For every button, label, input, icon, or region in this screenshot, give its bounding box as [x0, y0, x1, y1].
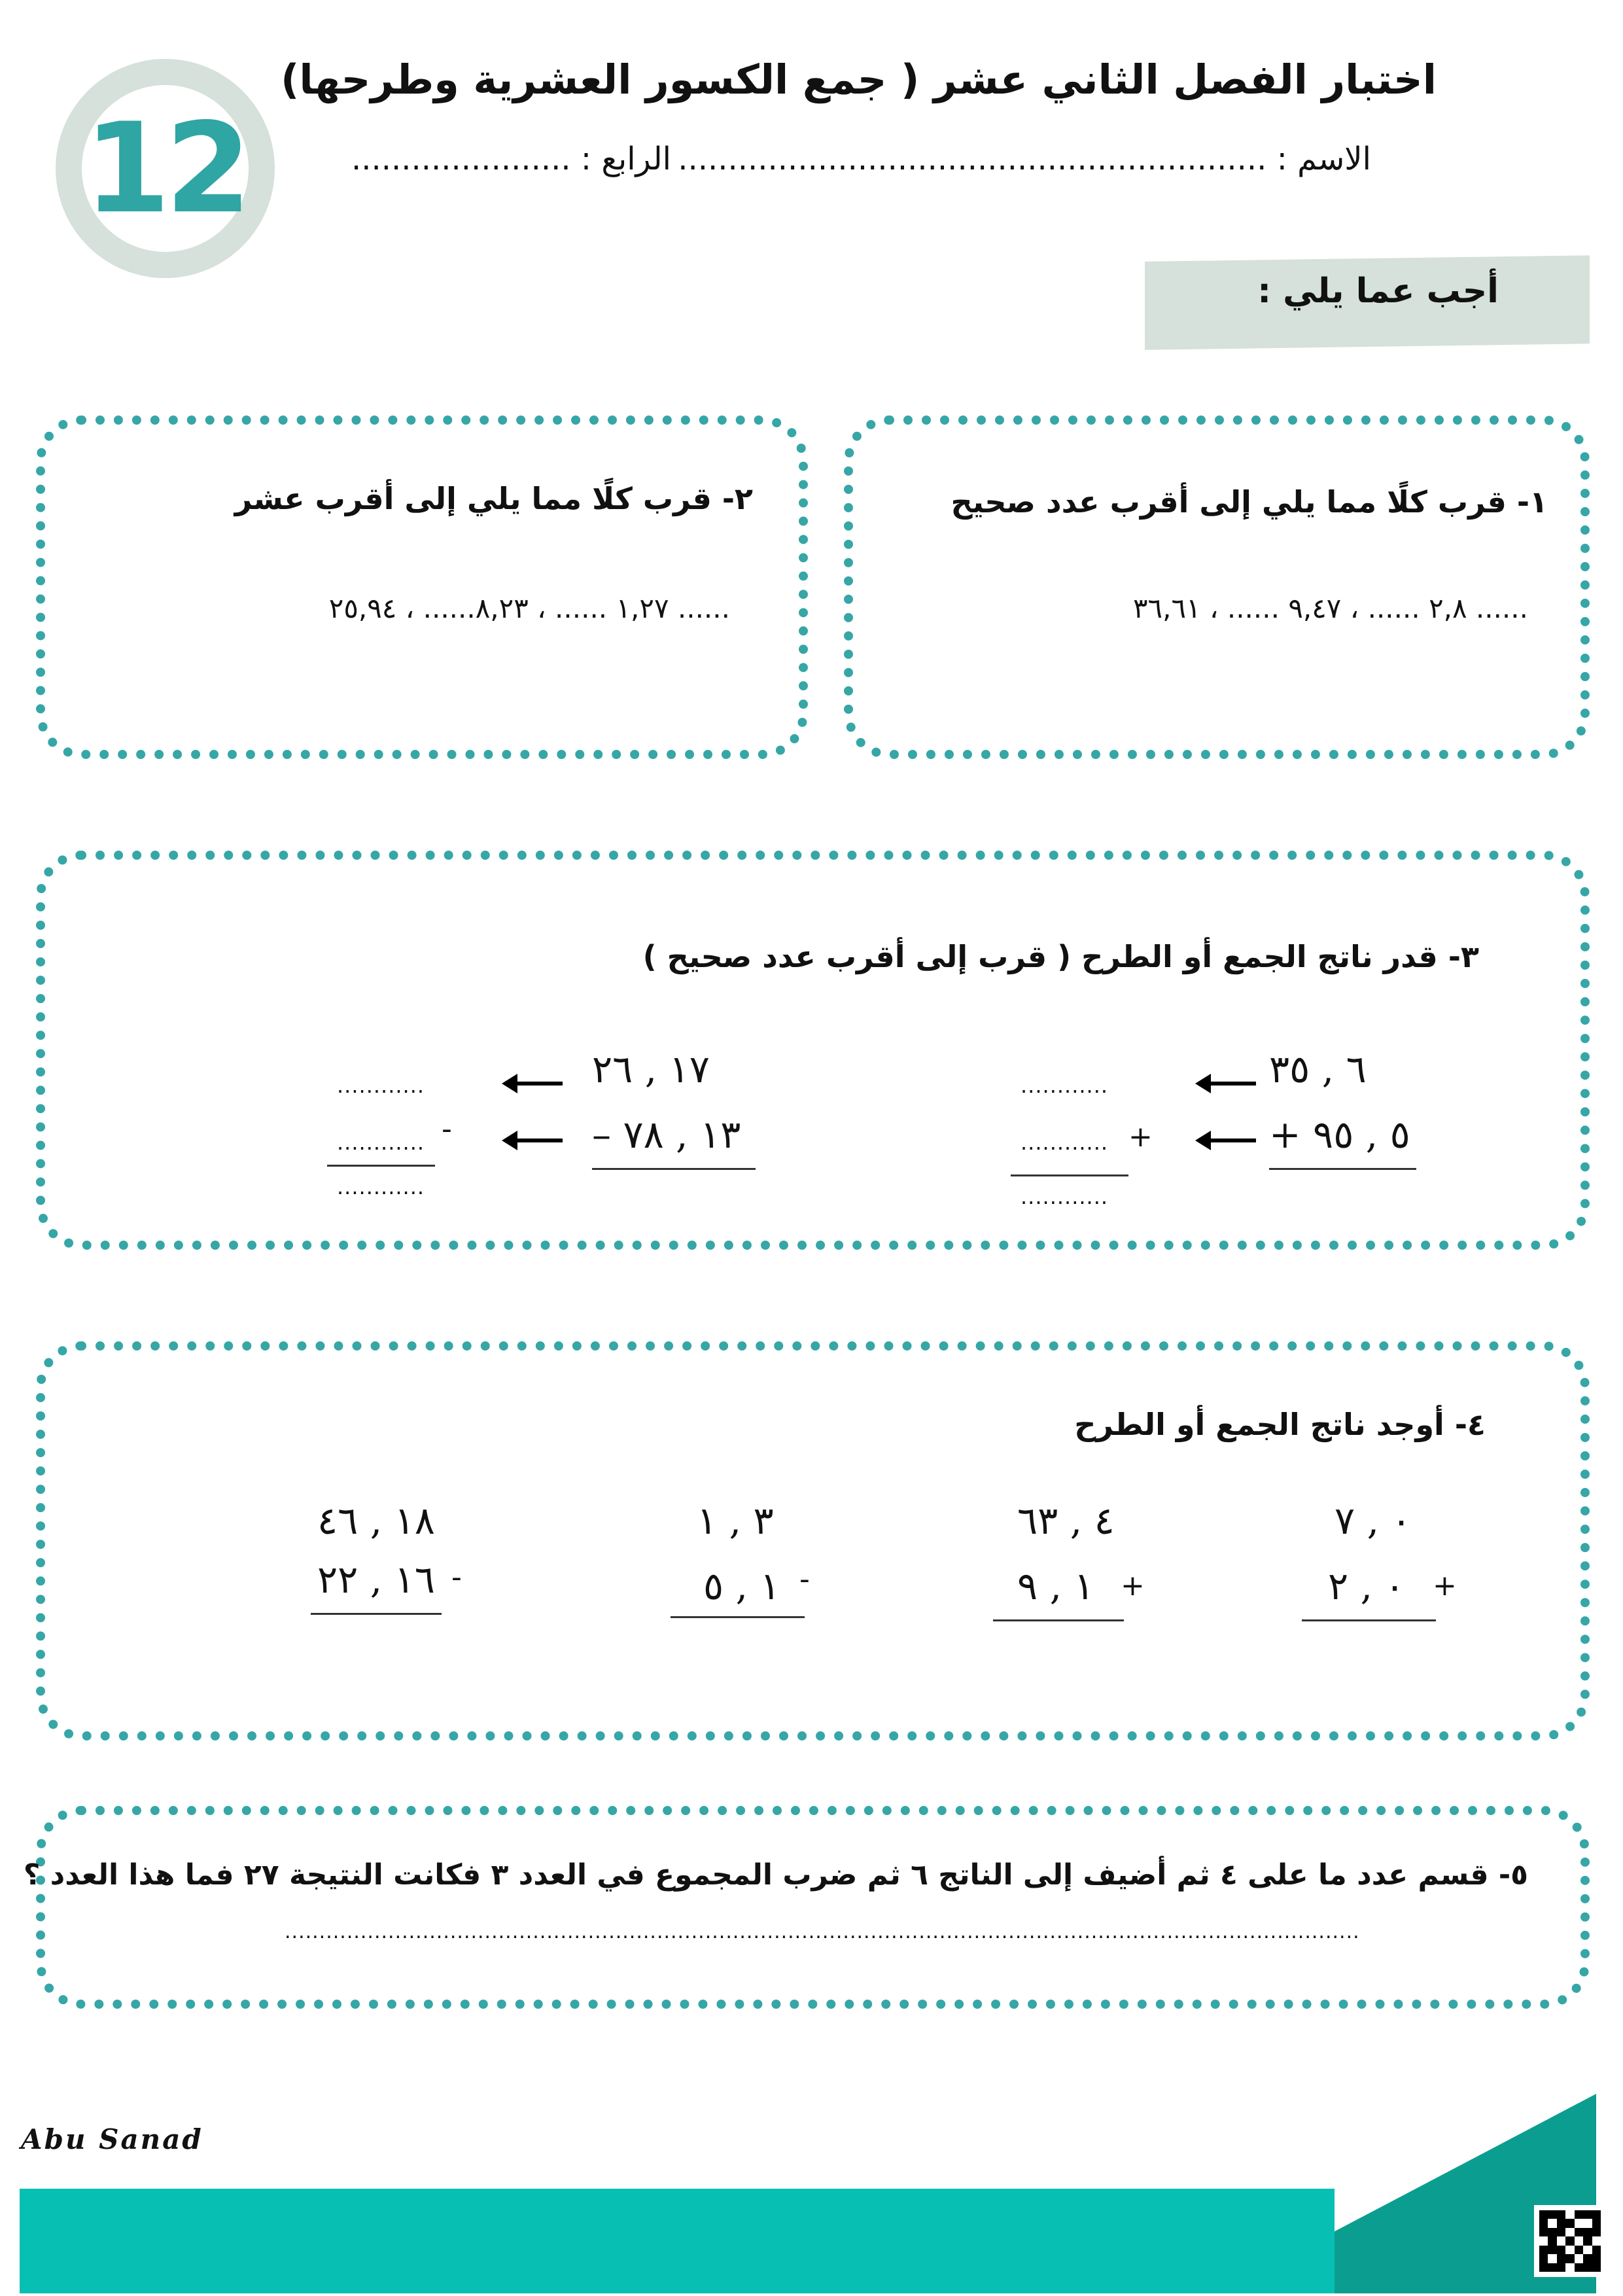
question-3-title: ٣- قدر ناتج الجمع أو الطرح ( قرب إلى أقرب عدد صحيح ) [642, 939, 1479, 974]
q3-left-estimate-bottom[interactable]: ............ [337, 1130, 425, 1155]
q3-right-top-number: ٦ , ٣٥ [1269, 1047, 1367, 1091]
question-2-box [36, 415, 808, 759]
q4-problem-1-underline [1302, 1619, 1436, 1621]
question-2-title: ٢- قرب كلًا مما يلي إلى أقرب عشر [234, 481, 753, 516]
badge-number: 12 [84, 96, 247, 241]
q3-left-top-number: ١٧ , ٢٦ [592, 1047, 710, 1091]
q4-problem-4-bottom: ١٦ , ٢٢ [317, 1557, 435, 1602]
q3-left-minus-sign: - [442, 1112, 452, 1146]
q3-right-plus-sign: + [1128, 1120, 1153, 1154]
brand-signature: Abu Sanad [21, 2123, 203, 2155]
question-1-box [844, 415, 1590, 759]
badge-inner [82, 85, 249, 252]
page-title: اختبار الفصل الثاني عشر ( جمع الكسور العشرية وطرحها) [281, 56, 1437, 103]
q3-right-underline [1269, 1168, 1416, 1170]
question-2-items: ١,٢٧ ...... ، ٨,٢٣...... ، ٢٥,٩٤ ...... [328, 592, 730, 624]
q4-problem-2-bottom: ١ , ٩ [1017, 1564, 1094, 1608]
question-4-title: ٤- أوجد ناتج الجمع أو الطرح [1074, 1407, 1486, 1442]
q4-problem-2-sign: + [1121, 1569, 1145, 1602]
q4-problem-1-sign: + [1433, 1569, 1457, 1602]
name-field-label: الاسم : ........................................................... [678, 141, 1371, 177]
q3-right-estimate-bottom[interactable]: ............ [1021, 1130, 1109, 1155]
q4-problem-1-bottom: ٠ , ٢ [1328, 1564, 1405, 1608]
q3-right-arrow-top [1207, 1082, 1256, 1086]
q3-right-answer-underline [1011, 1174, 1128, 1176]
q4-problem-3-underline [671, 1616, 805, 1618]
q4-problem-3-bottom: ١ , ٥ [703, 1564, 780, 1608]
footer-bar [20, 2189, 1335, 2293]
q3-left-answer-underline [327, 1165, 435, 1167]
q4-problem-3-sign: - [799, 1563, 810, 1596]
instruction-label: أجب عما يلي : [1257, 272, 1499, 311]
question-5-box [36, 1806, 1590, 2009]
q3-left-bottom-number: – ١٣ , ٧٨ [592, 1112, 741, 1157]
q4-problem-2-top: ٤ , ٦٣ [1017, 1498, 1115, 1543]
question-5-title: ٥- قسم عدد ما على ٤ ثم أضيف إلى الناتج ٦ ثم ضرب المجموع في العدد ٣ فكانت النتيجة ٢٧ فما هذا العدد ؟ [23, 1858, 1528, 1892]
question-5-answer-line[interactable]: ............................................................................................................................................................ [285, 1920, 1360, 1943]
q3-right-estimate-top[interactable]: ............ [1021, 1073, 1109, 1098]
q4-problem-4-underline [311, 1613, 442, 1615]
q3-right-bottom-number: + ٥ , ٩٥ [1269, 1112, 1410, 1157]
q4-problem-1-top: ٠ , ٧ [1335, 1498, 1412, 1543]
qr-code-icon [1534, 2205, 1606, 2277]
grade-field-label: الرابع : ...................... [351, 141, 671, 177]
q4-problem-2-underline [993, 1619, 1124, 1621]
q3-left-arrow-top [514, 1082, 563, 1086]
question-1-items: ٢,٨ ...... ، ٩,٤٧ ...... ، ٣٦,٦١ ...... [1133, 592, 1528, 624]
q4-problem-3-top: ٣ , ١ [697, 1498, 774, 1543]
q3-right-estimate-result[interactable]: ............ [1021, 1184, 1109, 1209]
q3-left-underline [592, 1168, 756, 1170]
q3-left-arrow-bottom [514, 1139, 563, 1142]
q4-problem-4-top: ١٨ , ٤٦ [317, 1498, 435, 1543]
question-1-title: ١- قرب كلًا مما يلي إلى أقرب عدد صحيح [951, 484, 1548, 520]
q4-problem-4-sign: - [451, 1561, 462, 1594]
q3-right-arrow-bottom [1207, 1139, 1256, 1142]
q3-left-estimate-top[interactable]: ............ [337, 1073, 425, 1098]
q3-left-estimate-result[interactable]: ............ [337, 1174, 425, 1199]
